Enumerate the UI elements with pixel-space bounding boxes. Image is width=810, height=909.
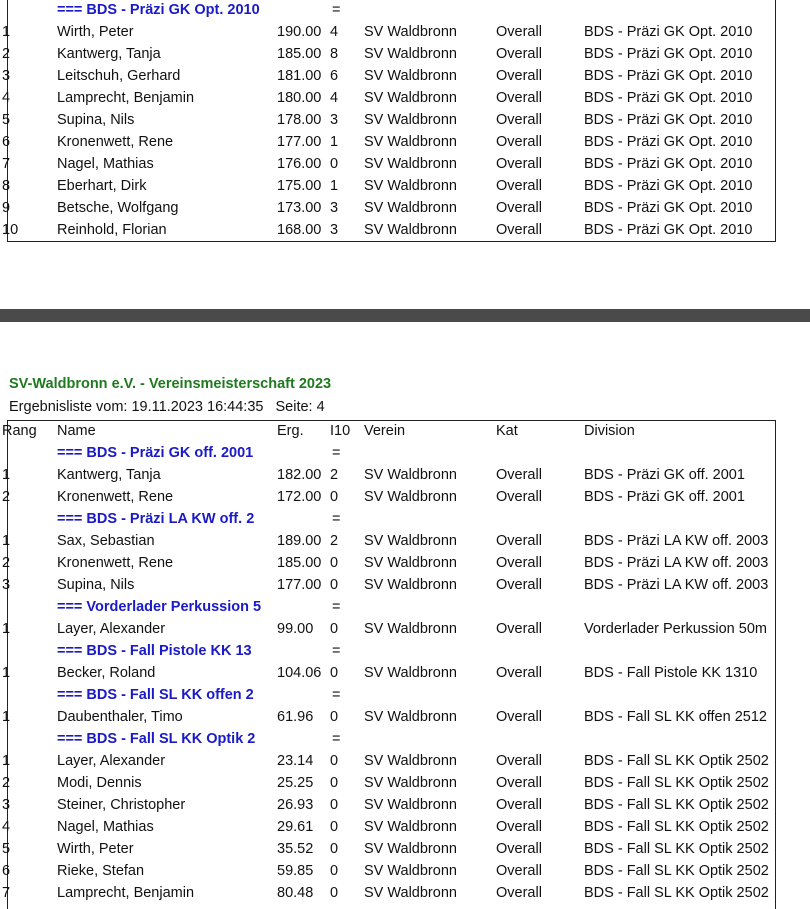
cell-kat: Overall: [496, 621, 542, 637]
table-row: [0, 131, 780, 153]
cell-verein: SV Waldbronn: [364, 863, 457, 879]
cell-name: Wirth, Peter: [57, 841, 134, 857]
cell-division: Vorderlader Perkussion 50m: [584, 621, 767, 637]
table-row: [0, 706, 780, 728]
cell-name: Kronenwett, Rene: [57, 134, 174, 150]
cell-kat: Overall: [496, 775, 542, 791]
cell-verein: SV Waldbronn: [364, 665, 457, 681]
cell-division: BDS - Fall SL KK Optik 2502: [584, 841, 769, 857]
cell-name: Kantwerg, Tanja: [57, 46, 161, 62]
cell-i10: 0: [330, 753, 339, 769]
cell-division: BDS - Fall SL KK Optik 2502: [584, 753, 769, 769]
table-row: [0, 43, 780, 65]
cell-division: BDS - Präzi GK off. 2001: [584, 489, 745, 505]
cell-erg: 59.85: [277, 863, 314, 879]
cell-i10: 1: [330, 134, 339, 150]
group-header-row: [0, 508, 780, 530]
cell-verein: SV Waldbronn: [364, 753, 457, 769]
cell-i10: 0: [330, 555, 339, 571]
cell-division: BDS - Präzi GK Opt. 2010: [584, 178, 753, 194]
group-equals: =: [332, 511, 341, 527]
cell-rang: 2: [2, 46, 11, 62]
cell-name: Lamprecht, Benjamin: [57, 90, 195, 106]
group-title: === BDS - Fall SL KK Optik 2: [57, 731, 256, 747]
cell-erg: 190.00: [277, 24, 322, 40]
cell-name: Layer, Alexander: [57, 753, 166, 769]
cell-i10: 0: [330, 489, 339, 505]
cell-kat: Overall: [496, 134, 542, 150]
cell-kat: Overall: [496, 46, 542, 62]
cell-division: BDS - Präzi GK Opt. 2010: [584, 90, 753, 106]
cell-rang: 10: [2, 222, 19, 238]
cell-rang: 1: [2, 753, 11, 769]
cell-kat: Overall: [496, 533, 542, 549]
cell-name: Layer, Alexander: [57, 621, 166, 637]
cell-rang: 5: [2, 841, 11, 857]
table-row: [0, 65, 780, 87]
cell-verein: SV Waldbronn: [364, 222, 457, 238]
cell-i10: 0: [330, 709, 339, 725]
cell-erg: 99.00: [277, 621, 314, 637]
group-header-row: [0, 596, 780, 618]
cell-erg: 177.00: [277, 134, 322, 150]
cell-i10: 0: [330, 797, 339, 813]
results-page-bottom: [0, 322, 810, 909]
document-title: SV-Waldbronn e.V. - Vereinsmeisterschaft 2023: [9, 376, 332, 392]
cell-division: BDS - Präzi LA KW off. 2003: [584, 577, 769, 593]
group-header-row: [0, 684, 780, 706]
cell-division: BDS - Präzi GK Opt. 2010: [584, 134, 753, 150]
cell-name: Supina, Nils: [57, 112, 135, 128]
cell-rang: 7: [2, 885, 11, 901]
cell-rang: 4: [2, 90, 11, 106]
cell-verein: SV Waldbronn: [364, 489, 457, 505]
cell-kat: Overall: [496, 863, 542, 879]
cell-i10: 0: [330, 775, 339, 791]
table-row: [0, 618, 780, 640]
cell-rang: 1: [2, 467, 11, 483]
results-date: Ergebnisliste vom: 19.11.2023 16:44:35: [9, 399, 264, 415]
column-header-erg: Erg.: [277, 423, 304, 439]
table-row: [0, 153, 780, 175]
cell-kat: Overall: [496, 819, 542, 835]
results-page-top: [0, 0, 810, 309]
table-row: [0, 552, 780, 574]
cell-name: Sax, Sebastian: [57, 533, 155, 549]
group-title: === BDS - Präzi GK Opt. 2010: [57, 2, 260, 18]
group-header-row: [0, 728, 780, 750]
cell-division: BDS - Fall Pistole KK 1310: [584, 665, 758, 681]
cell-verein: SV Waldbronn: [364, 156, 457, 172]
cell-division: BDS - Fall SL KK Optik 2502: [584, 863, 769, 879]
table-row: [0, 794, 780, 816]
cell-erg: 173.00: [277, 200, 322, 216]
cell-kat: Overall: [496, 577, 542, 593]
cell-i10: 1: [330, 178, 339, 194]
table-row: [0, 860, 780, 882]
cell-name: Modi, Dennis: [57, 775, 142, 791]
cell-i10: 0: [330, 156, 339, 172]
group-equals: =: [332, 731, 341, 747]
group-title: === BDS - Präzi LA KW off. 2: [57, 511, 255, 527]
cell-division: BDS - Präzi LA KW off. 2003: [584, 533, 769, 549]
cell-name: Lamprecht, Benjamin: [57, 885, 195, 901]
cell-verein: SV Waldbronn: [364, 46, 457, 62]
cell-division: BDS - Präzi GK Opt. 2010: [584, 46, 753, 62]
group-equals: =: [332, 445, 341, 461]
cell-kat: Overall: [496, 112, 542, 128]
cell-verein: SV Waldbronn: [364, 112, 457, 128]
group-title: === BDS - Fall Pistole KK 13: [57, 643, 252, 659]
table-row: [0, 838, 780, 860]
table-row: [0, 175, 780, 197]
cell-kat: Overall: [496, 24, 542, 40]
cell-division: BDS - Fall SL KK Optik 2502: [584, 797, 769, 813]
cell-erg: 104.06: [277, 665, 322, 681]
cell-name: Rieke, Stefan: [57, 863, 145, 879]
cell-erg: 23.14: [277, 753, 314, 769]
group-header-row: [0, 442, 780, 464]
cell-verein: SV Waldbronn: [364, 200, 457, 216]
column-header-name: Name: [57, 423, 96, 439]
cell-rang: 2: [2, 775, 11, 791]
cell-rang: 9: [2, 200, 11, 216]
cell-rang: 1: [2, 621, 11, 637]
cell-i10: 0: [330, 665, 339, 681]
cell-division: BDS - Fall SL KK offen 2512: [584, 709, 767, 725]
cell-kat: Overall: [496, 797, 542, 813]
cell-kat: Overall: [496, 753, 542, 769]
cell-name: Eberhart, Dirk: [57, 178, 147, 194]
cell-verein: SV Waldbronn: [364, 621, 457, 637]
cell-division: BDS - Präzi GK Opt. 2010: [584, 156, 753, 172]
cell-rang: 7: [2, 156, 11, 172]
cell-kat: Overall: [496, 90, 542, 106]
cell-rang: 2: [2, 555, 11, 571]
cell-rang: 6: [2, 863, 11, 879]
cell-verein: SV Waldbronn: [364, 90, 457, 106]
cell-division: BDS - Fall SL KK Optik 2502: [584, 885, 769, 901]
cell-verein: SV Waldbronn: [364, 819, 457, 835]
cell-kat: Overall: [496, 222, 542, 238]
cell-name: Kronenwett, Rene: [57, 489, 174, 505]
cell-erg: 181.00: [277, 68, 322, 84]
table-header-row: [0, 420, 780, 442]
table-row: [0, 530, 780, 552]
cell-rang: 1: [2, 665, 11, 681]
group-equals: =: [332, 687, 341, 703]
cell-division: BDS - Präzi GK Opt. 2010: [584, 200, 753, 216]
cell-i10: 0: [330, 577, 339, 593]
group-equals: =: [332, 2, 341, 18]
table-row: [0, 464, 780, 486]
cell-division: BDS - Fall SL KK Optik 2502: [584, 819, 769, 835]
cell-erg: 26.93: [277, 797, 314, 813]
cell-verein: SV Waldbronn: [364, 68, 457, 84]
group-header-row: [0, 0, 780, 21]
cell-erg: 61.96: [277, 709, 314, 725]
cell-kat: Overall: [496, 156, 542, 172]
cell-i10: 2: [330, 467, 339, 483]
group-equals: =: [332, 643, 341, 659]
group-header-row: [0, 640, 780, 662]
page-separator: [0, 309, 810, 322]
table-row: [0, 750, 780, 772]
document-subtitle: [9, 399, 325, 415]
cell-i10: 0: [330, 819, 339, 835]
cell-verein: SV Waldbronn: [364, 775, 457, 791]
cell-i10: 3: [330, 222, 339, 238]
cell-division: BDS - Präzi GK Opt. 2010: [584, 24, 753, 40]
cell-verein: SV Waldbronn: [364, 555, 457, 571]
cell-i10: 4: [330, 24, 339, 40]
cell-rang: 3: [2, 577, 11, 593]
table-row: [0, 816, 780, 838]
group-title: === BDS - Fall SL KK offen 2: [57, 687, 254, 703]
cell-name: Kantwerg, Tanja: [57, 467, 161, 483]
cell-erg: 175.00: [277, 178, 322, 194]
cell-name: Supina, Nils: [57, 577, 135, 593]
table-row: [0, 574, 780, 596]
table-row: [0, 21, 780, 43]
cell-i10: 0: [330, 621, 339, 637]
cell-erg: 185.00: [277, 555, 322, 571]
cell-i10: 0: [330, 885, 339, 901]
cell-name: Betsche, Wolfgang: [57, 200, 179, 216]
cell-kat: Overall: [496, 885, 542, 901]
table-row: [0, 486, 780, 508]
cell-name: Steiner, Christopher: [57, 797, 186, 813]
cell-kat: Overall: [496, 709, 542, 725]
cell-erg: 180.00: [277, 90, 322, 106]
cell-i10: 2: [330, 533, 339, 549]
cell-rang: 8: [2, 178, 11, 194]
cell-erg: 189.00: [277, 533, 322, 549]
cell-division: BDS - Präzi GK Opt. 2010: [584, 112, 753, 128]
cell-kat: Overall: [496, 489, 542, 505]
cell-name: Wirth, Peter: [57, 24, 134, 40]
cell-kat: Overall: [496, 68, 542, 84]
column-header-rang: Rang: [2, 423, 37, 439]
cell-name: Kronenwett, Rene: [57, 555, 174, 571]
cell-division: BDS - Präzi LA KW off. 2003: [584, 555, 769, 571]
cell-rang: 1: [2, 24, 11, 40]
cell-verein: SV Waldbronn: [364, 577, 457, 593]
cell-name: Nagel, Mathias: [57, 819, 154, 835]
cell-i10: 6: [330, 68, 339, 84]
cell-erg: 25.25: [277, 775, 314, 791]
cell-rang: 5: [2, 112, 11, 128]
cell-erg: 182.00: [277, 467, 322, 483]
cell-name: Becker, Roland: [57, 665, 156, 681]
cell-verein: SV Waldbronn: [364, 709, 457, 725]
cell-verein: SV Waldbronn: [364, 841, 457, 857]
cell-kat: Overall: [496, 200, 542, 216]
cell-verein: SV Waldbronn: [364, 24, 457, 40]
cell-division: BDS - Fall SL KK Optik 2502: [584, 775, 769, 791]
cell-erg: 178.00: [277, 112, 322, 128]
table-row: [0, 662, 780, 684]
cell-i10: 3: [330, 200, 339, 216]
column-header-i10: I10: [330, 423, 351, 439]
cell-erg: 168.00: [277, 222, 322, 238]
table-row: [0, 197, 780, 219]
cell-kat: Overall: [496, 555, 542, 571]
table-row: [0, 87, 780, 109]
table-row: [0, 882, 780, 904]
cell-name: Reinhold, Florian: [57, 222, 167, 238]
cell-verein: SV Waldbronn: [364, 533, 457, 549]
cell-division: BDS - Präzi GK Opt. 2010: [584, 68, 753, 84]
cell-erg: 29.61: [277, 819, 314, 835]
cell-erg: 80.48: [277, 885, 314, 901]
table-row: [0, 219, 780, 241]
cell-verein: SV Waldbronn: [364, 885, 457, 901]
cell-i10: 0: [330, 863, 339, 879]
cell-erg: 185.00: [277, 46, 322, 62]
cell-kat: Overall: [496, 467, 542, 483]
cell-division: BDS - Präzi GK Opt. 2010: [584, 222, 753, 238]
column-header-division: Division: [584, 423, 635, 439]
cell-rang: 4: [2, 819, 11, 835]
cell-rang: 1: [2, 709, 11, 725]
cell-rang: 2: [2, 489, 11, 505]
cell-rang: 6: [2, 134, 11, 150]
table-row: [0, 772, 780, 794]
cell-name: Nagel, Mathias: [57, 156, 154, 172]
cell-i10: 4: [330, 90, 339, 106]
cell-verein: SV Waldbronn: [364, 134, 457, 150]
cell-i10: 3: [330, 112, 339, 128]
cell-kat: Overall: [496, 841, 542, 857]
cell-verein: SV Waldbronn: [364, 797, 457, 813]
cell-kat: Overall: [496, 665, 542, 681]
cell-name: Leitschuh, Gerhard: [57, 68, 181, 84]
column-header-verein: Verein: [364, 423, 406, 439]
cell-erg: 177.00: [277, 577, 322, 593]
cell-erg: 176.00: [277, 156, 322, 172]
cell-i10: 0: [330, 841, 339, 857]
cell-verein: SV Waldbronn: [364, 178, 457, 194]
group-equals: =: [332, 599, 341, 615]
group-title: === Vorderlader Perkussion 5: [57, 599, 262, 615]
cell-erg: 35.52: [277, 841, 314, 857]
page-number: Seite: 4: [275, 399, 325, 415]
cell-i10: 8: [330, 46, 339, 62]
cell-name: Daubenthaler, Timo: [57, 709, 183, 725]
cell-kat: Overall: [496, 178, 542, 194]
table-row: [0, 109, 780, 131]
cell-verein: SV Waldbronn: [364, 467, 457, 483]
cell-rang: 1: [2, 533, 11, 549]
cell-rang: 3: [2, 797, 11, 813]
cell-division: BDS - Präzi GK off. 2001: [584, 467, 745, 483]
column-header-kat: Kat: [496, 423, 518, 439]
cell-rang: 3: [2, 68, 11, 84]
cell-erg: 172.00: [277, 489, 322, 505]
group-title: === BDS - Präzi GK off. 2001: [57, 445, 254, 461]
